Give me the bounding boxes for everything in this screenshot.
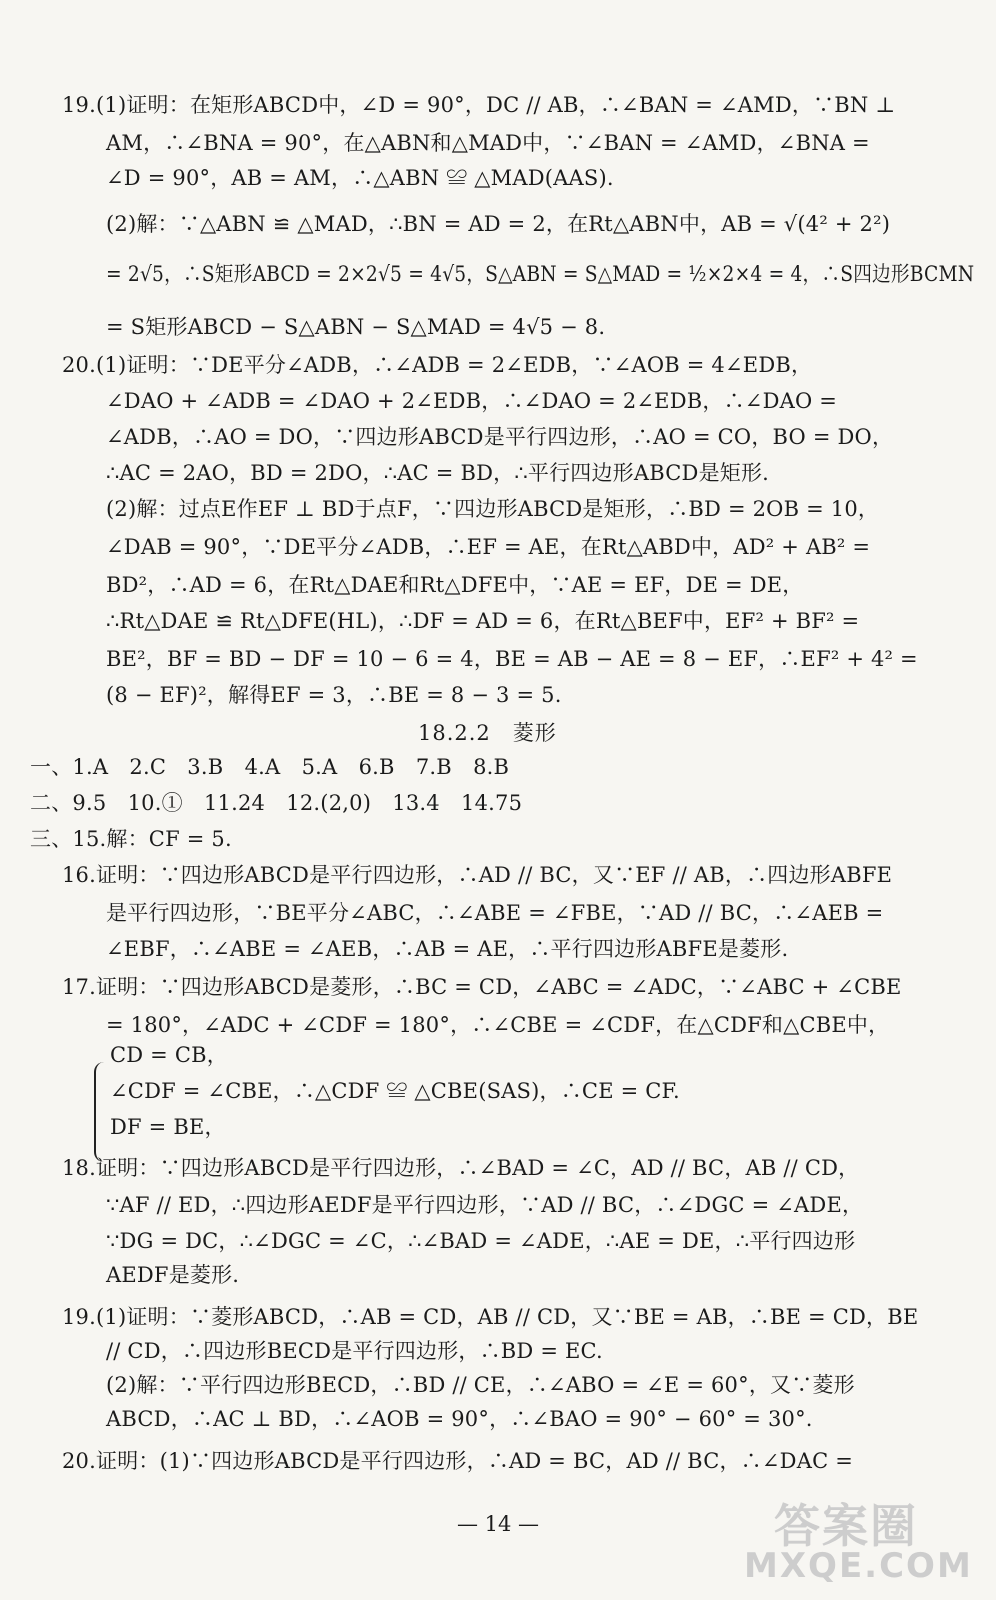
text-line: 20.证明：(1)∵四边形ABCD是平行四边形，∴AD = BC，AD // BC，∴∠DAC =: [62, 1449, 854, 1473]
text-line: ∠ADB，∴AO = DO，∵四边形ABCD是平行四边形，∴AO = CO，BO = DO，: [106, 425, 894, 449]
text-line: 二、9.5 10.① 11.24 12.(2,0) 13.4 14.75: [30, 791, 523, 815]
section-title: 18.2.2 菱形: [418, 721, 557, 745]
text-line: BE²，BF = BD − DF = 10 − 6 = 4，BE = AB − AE = 8 − EF，∴EF² + 4² =: [106, 647, 918, 671]
watermark-top-text: 答案圈: [774, 1499, 918, 1553]
watermark-bottom-text: MXQE.COM: [744, 1546, 973, 1586]
text-line: = S矩形ABCD − S△ABN − S△MAD = 4√5 − 8.: [106, 315, 606, 339]
text-line: ∠DAB = 90°，∵DE平分∠ADB，∴EF = AE，在Rt△ABD中，AD² + AB² =: [106, 535, 871, 559]
text-line: ∠DAO + ∠ADB = ∠DAO + 2∠EDB，∴∠DAO = 2∠EDB，∴∠DAO =: [106, 389, 838, 413]
text-line: ∠D = 90°，AB = AM，∴△ABN ≌ △MAD(AAS).: [106, 166, 614, 190]
text-line: 18.证明：∵四边形ABCD是平行四边形，∴∠BAD = ∠C，AD // BC，AB // CD，: [62, 1156, 860, 1180]
text-line: 一、1.A 2.C 3.B 4.A 5.A 6.B 7.B 8.B: [30, 755, 510, 779]
text-line: AM，∴∠BNA = 90°，在△ABN和△MAD中，∵∠BAN = ∠AMD，∠BNA =: [106, 131, 870, 155]
text-line: 17.证明：∵四边形ABCD是菱形，∴BC = CD，∠ABC = ∠ADC，∵∠ABC + ∠CBE: [62, 975, 902, 999]
text-line: 是平行四边形，∵BE平分∠ABC，∴∠ABE = ∠FBE，∵AD // BC，∴∠AEB =: [106, 901, 884, 925]
watermark-logo: [744, 1490, 974, 1590]
text-line: ABCD，∴AC ⊥ BD，∴∠AOB = 90°，∴∠BAO = 90° − 60° = 30°.: [106, 1407, 813, 1431]
text-line: (2)解：过点E作EF ⊥ BD于点F，∵四边形ABCD是矩形，∴BD = 2OB = 10，: [106, 497, 880, 521]
text-line: DF = BE，: [110, 1115, 226, 1139]
text-line: ∠EBF，∴∠ABE = ∠AEB，∴AB = AE，∴平行四边形ABFE是菱形.: [106, 937, 789, 961]
text-line: ∴Rt△DAE ≌ Rt△DFE(HL)，∴DF = AD = 6，在Rt△BEF中，EF² + BF² =: [106, 609, 860, 633]
text-line: ∴AC = 2AO，BD = 2DO，∴AC = BD，∴平行四边形ABCD是矩形.: [106, 461, 770, 485]
equation-brace: [94, 1062, 106, 1162]
text-line: BD²，∴AD = 6，在Rt△DAE和Rt△DFE中，∵AE = EF，DE = DE，: [106, 573, 804, 597]
text-line: 19.(1)证明：∵菱形ABCD，∴AB = CD，AB // CD，又∵BE = AB，∴BE = CD，BE: [62, 1305, 919, 1329]
text-line: ∠CDF = ∠CBE，∴△CDF ≌ △CBE(SAS)，∴CE = CF.: [110, 1079, 680, 1103]
text-line: CD = CB，: [110, 1043, 228, 1067]
text-line: 16.证明：∵四边形ABCD是平行四边形，∴AD // BC，又∵EF // AB，∴四边形ABFE: [62, 863, 893, 887]
page-number: — 14 —: [456, 1512, 540, 1536]
text-line: = 2√5，∴S矩形ABCD = 2×2√5 = 4√5，S△ABN = S△MAD = ½×2×4 = 4，∴S四边形BCMN: [106, 262, 975, 286]
text-line: ∵DG = DC，∴∠DGC = ∠C，∴∠BAD = ∠ADE，∴AE = DE，∴平行四边形: [106, 1229, 856, 1253]
text-line: 20.(1)证明：∵DE平分∠ADB，∴∠ADB = 2∠EDB，∵∠AOB = 4∠EDB，: [62, 353, 813, 377]
text-line: (2)解：∵平行四边形BECD，∴BD // CE，∴∠ABO = ∠E = 60°，又∵菱形: [106, 1373, 855, 1397]
text-line: 19.(1)证明：在矩形ABCD中，∠D = 90°，DC // AB，∴∠BAN = ∠AMD，∵BN ⊥: [62, 93, 896, 117]
text-line: (2)解：∵△ABN ≌ △MAD，∴BN = AD = 2，在Rt△ABN中，AB = √(4² + 2²): [106, 212, 891, 236]
text-line: ∵AF // ED，∴四边形AEDF是平行四边形，∵AD // BC，∴∠DGC = ∠ADE，: [106, 1193, 864, 1217]
text-line: = 180°，∠ADC + ∠CDF = 180°，∴∠CBE = ∠CDF，在△CDF和△CBE中，: [106, 1013, 890, 1037]
text-line: AEDF是菱形.: [106, 1263, 240, 1287]
text-line: (8 − EF)²，解得EF = 3，∴BE = 8 − 3 = 5.: [106, 683, 562, 707]
text-line: // CD，∴四边形BECD是平行四边形，∴BD = EC.: [106, 1339, 603, 1363]
text-line: 三、15.解：CF = 5.: [30, 827, 232, 851]
